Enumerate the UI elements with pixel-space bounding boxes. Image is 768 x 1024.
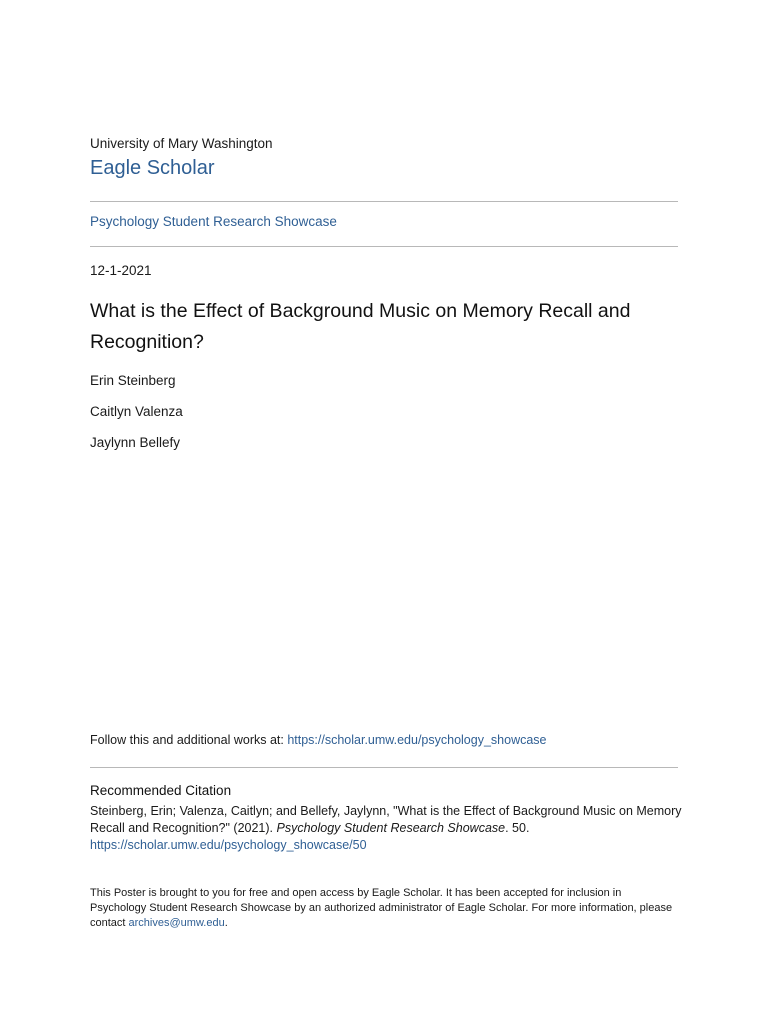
repository-link[interactable]: Eagle Scholar [90, 157, 215, 179]
recommended-citation-heading: Recommended Citation [90, 783, 232, 798]
citation-journal: Psychology Student Research Showcase [276, 821, 506, 835]
follow-prefix: Follow this and additional works at: [90, 733, 288, 747]
access-notice-text: This Poster is brought to you for free and open access by Eagle Scholar. It has been accepted for inclusion in Psychology Student Research Showcase by an authorized administrator of Eagle Scholar. For more information, please contact [90, 887, 673, 929]
follow-line [90, 733, 547, 747]
author-name: Caitlyn Valenza [90, 404, 183, 419]
citation-number: . 50. [505, 821, 530, 835]
divider [90, 246, 678, 247]
author-name: Jaylynn Bellefy [90, 435, 181, 450]
document-title: What is the Effect of Background Music on Memory Recall and Recognition? [90, 300, 631, 353]
cover-page [90, 0, 682, 1024]
author-list [90, 372, 183, 465]
citation-text [90, 803, 682, 854]
citation-link[interactable]: https://scholar.umw.edu/psychology_showcase/50 [90, 838, 367, 852]
collection-link[interactable]: Psychology Student Research Showcase [90, 214, 337, 229]
citation-authors-title: Steinberg, Erin; Valenza, Caitlyn; and Bellefy, Jaylynn, "What is the Effect of Background Music on Memory Recall and Recognition?" (2021). [90, 804, 682, 835]
author-name: Erin Steinberg [90, 373, 176, 388]
contact-email-link[interactable]: archives@umw.edu [128, 917, 225, 929]
institution-name: University of Mary Washington [90, 136, 273, 151]
access-notice [90, 886, 678, 931]
divider [90, 201, 678, 202]
divider [90, 767, 678, 768]
showcase-link[interactable]: https://scholar.umw.edu/psychology_showcase [287, 733, 547, 747]
publication-date: 12-1-2021 [90, 263, 152, 278]
access-notice-end: . [224, 917, 228, 929]
